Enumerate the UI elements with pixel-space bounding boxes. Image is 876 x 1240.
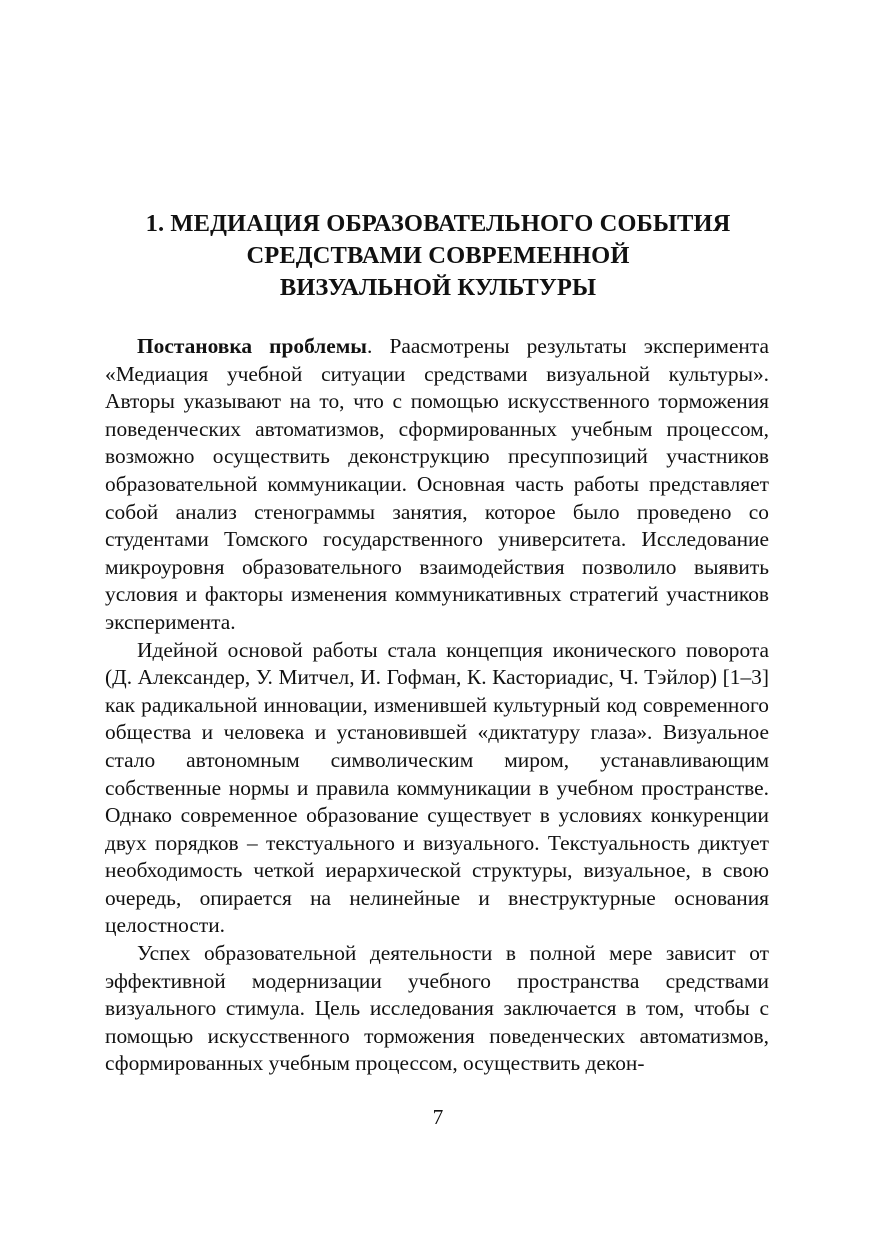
paragraph-research-goal: Успех образовательной деятельности в полной мере зависит от эффективной модернизации учебного пространства средствами визуального стимула. Цель исследования заключается в том, чтобы с помощью искусственного торможения поведенческих автоматизмов, сформированных учебным процессом, осуществить декон- — [105, 941, 769, 1076]
chapter-heading — [100, 208, 776, 304]
chapter-heading-line-1: 1. МЕДИАЦИЯ ОБРАЗОВАТЕЛЬНОГО СОБЫТИЯ — [145, 210, 731, 237]
paragraph-problem-statement — [105, 333, 769, 637]
paragraph-iconic-turn: Идейной основой работы стала концепция иконического поворота (Д. Александер, У. Митчел, И. Гофман, К. Касториадис, Ч. Тэйлор) [1–3] как радикальной инновации, изменившей культурный код современного общества и человека и установившей «диктатуру глаза». Визуальное стало автономным символическим миром, устанавливающим собственные нормы и правила коммуникации в учебном пространстве. Однако современное образование существует в условиях конкуренции двух порядков – текстуального и визуального. Текстуальность диктует необходимость четкой иерархической структуры, визуальное, в свою очередь, опирается на нелинейные и внеструктурные основания целостности. — [105, 637, 769, 938]
paragraph-lead-in: Постановка проблемы — [137, 334, 368, 358]
chapter-heading-line-3: ВИЗУАЛЬНОЙ КУЛЬТУРЫ — [279, 274, 597, 301]
chapter-heading-line-2: СРЕДСТВАМИ СОВРЕМЕННОЙ — [246, 242, 630, 269]
page-number: 7 — [432, 1105, 444, 1129]
body-text — [105, 333, 769, 1078]
paragraph-text: . Раасмотрены результаты эксперимента «Медиация учебной ситуации средствами визуальной культуры». Авторы указывают на то, что с помощью искусственного торможения поведенческих автоматизмов, сформированных учебным процессом, возможно осуществить деконструкцию пресуппозиций участников образовательной коммуникации. Основная часть работы представляет собой анализ стенограммы занятия, которое было проведено со студентами Томского государственного университета. Исследование микроуровня образовательного взаимодействия позволило выявить условия и факторы изменения коммуникативных стратегий участников эксперимента. — [105, 334, 769, 634]
